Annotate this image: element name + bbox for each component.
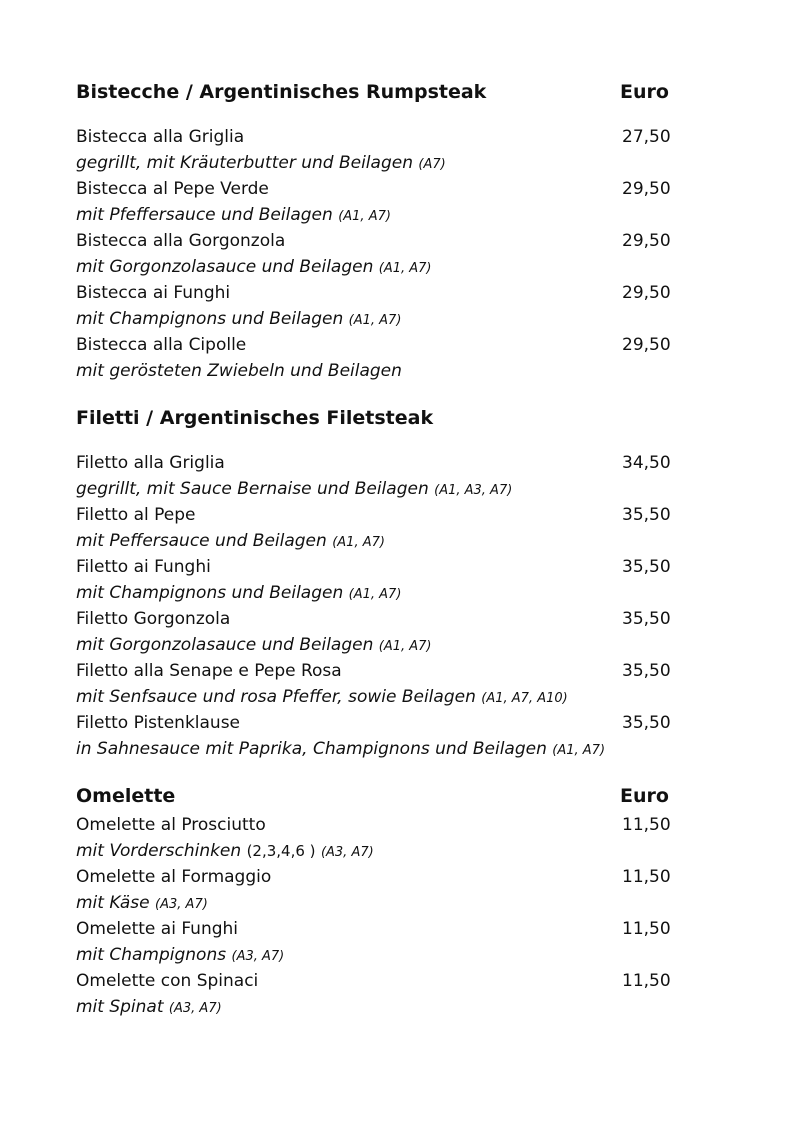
- section-header: [76, 78, 676, 106]
- item-description: in Sahnesauce mit Paprika, Champignons und Beilagen: [76, 739, 547, 759]
- item-price: 29,50: [622, 179, 671, 199]
- menu-item: [76, 710, 676, 762]
- item-description: mit Pfeffersauce und Beilagen: [76, 205, 333, 225]
- section-bistecche: [76, 78, 676, 384]
- item-price: 34,50: [622, 453, 671, 473]
- item-allergens: (A1, A7): [378, 261, 432, 276]
- item-allergens: (A3, A7): [231, 949, 285, 964]
- item-name: Bistecca al Pepe Verde: [76, 179, 269, 199]
- currency-label: Euro: [620, 81, 669, 103]
- item-additives: (2,3,4,6 ): [246, 842, 316, 860]
- item-price: 27,50: [622, 127, 671, 147]
- item-description: mit Champignons: [76, 945, 227, 965]
- item-price: 35,50: [622, 713, 671, 733]
- item-price: 35,50: [622, 505, 671, 525]
- item-name: Omelette con Spinaci: [76, 971, 259, 991]
- item-allergens: (A1, A7): [338, 209, 391, 224]
- item-description: gegrillt, mit Sauce Bernaise und Beilagen: [76, 479, 429, 499]
- menu-item: [76, 606, 676, 658]
- section-header: [76, 404, 676, 432]
- menu-page: [76, 78, 676, 1040]
- item-description: mit gerösteten Zwiebeln und Beilagen: [76, 361, 402, 381]
- menu-item: [76, 124, 676, 176]
- item-allergens: (A3, A7): [155, 897, 208, 912]
- menu-item: [76, 658, 676, 710]
- item-name: Filetto ai Funghi: [76, 557, 211, 577]
- item-name: Omelette al Prosciutto: [76, 815, 266, 835]
- item-allergens: (A1, A7): [348, 313, 402, 328]
- item-allergens: (A3, A7): [320, 845, 374, 860]
- item-price: 35,50: [622, 661, 671, 681]
- item-allergens: (A1, A7): [348, 587, 402, 602]
- item-description: mit Champignons und Beilagen: [76, 583, 344, 603]
- menu-item: [76, 812, 676, 864]
- menu-item: [76, 864, 676, 916]
- section-omelette: [76, 782, 676, 1020]
- item-name: Filetto alla Senape e Pepe Rosa: [76, 661, 342, 681]
- item-description: mit Gorgonzolasauce und Beilagen: [76, 635, 374, 655]
- item-price: 35,50: [622, 557, 671, 577]
- item-allergens: (A1, A7): [332, 535, 385, 550]
- item-name: Bistecca alla Griglia: [76, 127, 245, 147]
- item-price: 29,50: [622, 283, 671, 303]
- item-description: mit Vorderschinken: [76, 841, 242, 861]
- section-filetti: [76, 404, 676, 762]
- item-description: mit Gorgonzolasauce und Beilagen: [76, 257, 374, 277]
- menu-item: [76, 228, 676, 280]
- item-price: 11,50: [622, 867, 671, 887]
- item-allergens: (A1, A3, A7): [434, 483, 513, 498]
- menu-item: [76, 176, 676, 228]
- menu-item: [76, 916, 676, 968]
- item-name: Filetto Pistenklause: [76, 713, 241, 733]
- item-name: Filetto alla Griglia: [76, 453, 225, 473]
- item-price: 11,50: [622, 815, 671, 835]
- item-description: mit Spinat: [76, 997, 164, 1017]
- item-description: mit Käse: [76, 893, 150, 913]
- item-name: Bistecca alla Gorgonzola: [76, 231, 286, 251]
- section-title: Bistecche / Argentinisches Rumpsteak: [76, 81, 487, 103]
- item-price: 29,50: [622, 335, 671, 355]
- currency-label: Euro: [620, 785, 669, 807]
- menu-item: [76, 968, 676, 1020]
- item-name: Bistecca alla Cipolle: [76, 335, 247, 355]
- item-name: Filetto al Pepe: [76, 505, 196, 525]
- item-price: 11,50: [622, 971, 671, 991]
- item-name: Filetto Gorgonzola: [76, 609, 231, 629]
- item-description: mit Champignons und Beilagen: [76, 309, 344, 329]
- item-description: mit Senfsauce und rosa Pfeffer, sowie Beilagen: [76, 687, 476, 707]
- item-allergens: (A3, A7): [168, 1001, 222, 1016]
- item-name: Bistecca ai Funghi: [76, 283, 231, 303]
- menu-item: [76, 502, 676, 554]
- menu-item: [76, 280, 676, 332]
- menu-item: [76, 554, 676, 606]
- item-name: Omelette ai Funghi: [76, 919, 239, 939]
- item-name: Omelette al Formaggio: [76, 867, 272, 887]
- item-allergens: (A1, A7, A10): [481, 691, 568, 706]
- section-title: Filetti / Argentinisches Filetsteak: [76, 407, 434, 429]
- item-allergens: (A1, A7): [552, 743, 606, 758]
- item-description: mit Peffersauce und Beilagen: [76, 531, 327, 551]
- item-description: gegrillt, mit Kräuterbutter und Beilagen: [76, 153, 413, 173]
- section-header: [76, 782, 676, 810]
- section-title: Omelette: [76, 785, 176, 807]
- item-price: 11,50: [622, 919, 671, 939]
- menu-item: [76, 332, 676, 384]
- item-allergens: (A7): [418, 157, 446, 172]
- menu-item: [76, 450, 676, 502]
- item-price: 35,50: [622, 609, 671, 629]
- item-price: 29,50: [622, 231, 671, 251]
- item-allergens: (A1, A7): [378, 639, 432, 654]
